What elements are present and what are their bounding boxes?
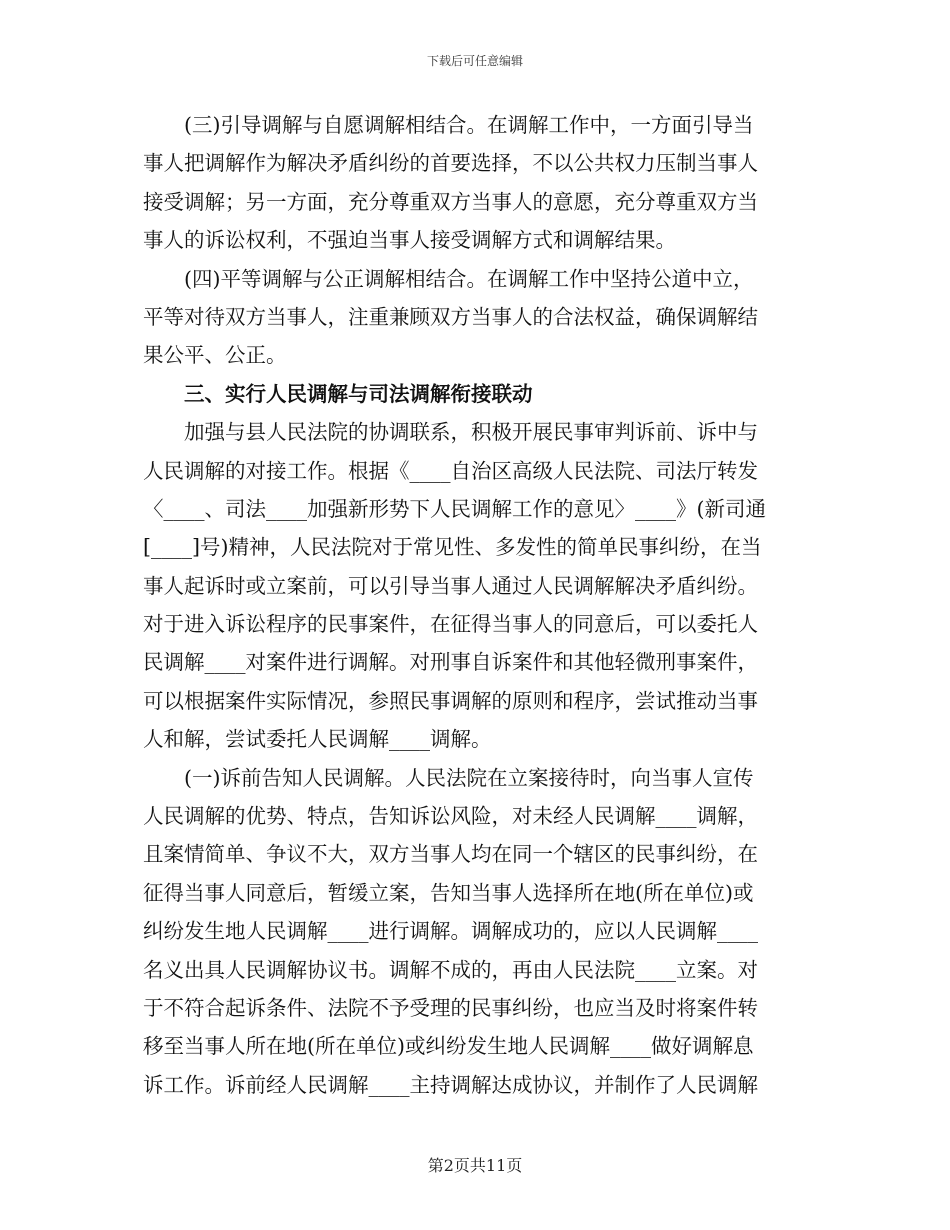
paragraph-line: 于不符合起诉条件、法院不予受理的民事纠纷，也应当及时将案件转 [143, 995, 758, 1020]
section-heading: 三、实行人民调解与司法调解衔接联动 [143, 381, 533, 406]
paragraph-line: 加强与县人民法院的协调联系，积极开展民事审判诉前、诉中与 [143, 420, 758, 445]
paragraph-line: 〈____、司法____加强新形势下人民调解工作的意见〉____》(新司通 [143, 496, 766, 521]
paragraph-line: 民调解____对案件进行调解。对刑事自诉案件和其他轻微刑事案件， [143, 650, 758, 675]
paragraph-line: 纠纷发生地人民调解____进行调解。调解成功的，应以人民调解____ [143, 919, 758, 944]
paragraph-line: 平等对待双方当事人，注重兼顾双方当事人的合法权益，确保调解结 [143, 304, 758, 329]
paragraph-line: 接受调解；另一方面，充分尊重双方当事人的意愿，充分尊重双方当 [143, 189, 758, 214]
paragraph-line: 诉工作。诉前经人民调解____主持调解达成协议，并制作了人民调解 [143, 1072, 758, 1097]
paragraph-line: (三)引导调解与自愿调解相结合。在调解工作中，一方面引导当 [143, 113, 754, 137]
paragraph-line: 移至当事人所在地(所在单位)或纠纷发生地人民调解____做好调解息 [143, 1034, 754, 1059]
paragraph-line: 人民调解的对接工作。根据《____自治区高级人民法院、司法厅转发 [143, 458, 758, 483]
paragraph-line: 且案情简单、争议不大，双方当事人均在同一个辖区的民事纠纷，在 [143, 842, 758, 867]
paragraph-line: 人民调解的优势、特点，告知诉讼风险，对未经人民调解____调解， [143, 804, 758, 829]
paragraph-line: 可以根据案件实际情况，参照民事调解的原则和程序，尝试推动当事 [143, 688, 758, 713]
paragraph-line: (一)诉前告知人民调解。人民法院在立案接待时，向当事人宣传 [143, 765, 754, 790]
paragraph-line: 人和解，尝试委托人民调解____调解。 [143, 727, 492, 752]
page-number: 第2页共11页 [427, 1156, 523, 1175]
paragraph-line: [____]号)精神，人民法院对于常见性、多发性的简单民事纠纷，在当 [143, 535, 762, 560]
paragraph-line: 对于进入诉讼程序的民事案件，在征得当事人的同意后，可以委托人 [143, 612, 758, 637]
paragraph-line: 名义出具人民调解协议书。调解不成的，再由人民法院____立案。对 [143, 957, 758, 982]
paragraph-line: (四)平等调解与公正调解相结合。在调解工作中坚持公道中立， [143, 266, 754, 291]
paragraph-line: 事人把调解作为解决矛盾纠纷的首要选择，不以公共权力压制当事人 [143, 151, 758, 176]
paragraph-line: 事人的诉讼权利，不强迫当事人接受调解方式和调解结果。 [143, 228, 676, 253]
paragraph-line: 果公平、公正。 [143, 343, 287, 368]
paragraph-line: 事人起诉时或立案前，可以引导当事人通过人民调解解决矛盾纠纷。 [143, 573, 758, 598]
document-body [143, 106, 807, 1104]
page-header: 下载后可任意编辑 [426, 54, 523, 68]
paragraph-line: 征得当事人同意后，暂缓立案，告知当事人选择所在地(所在单位)或 [143, 880, 754, 905]
